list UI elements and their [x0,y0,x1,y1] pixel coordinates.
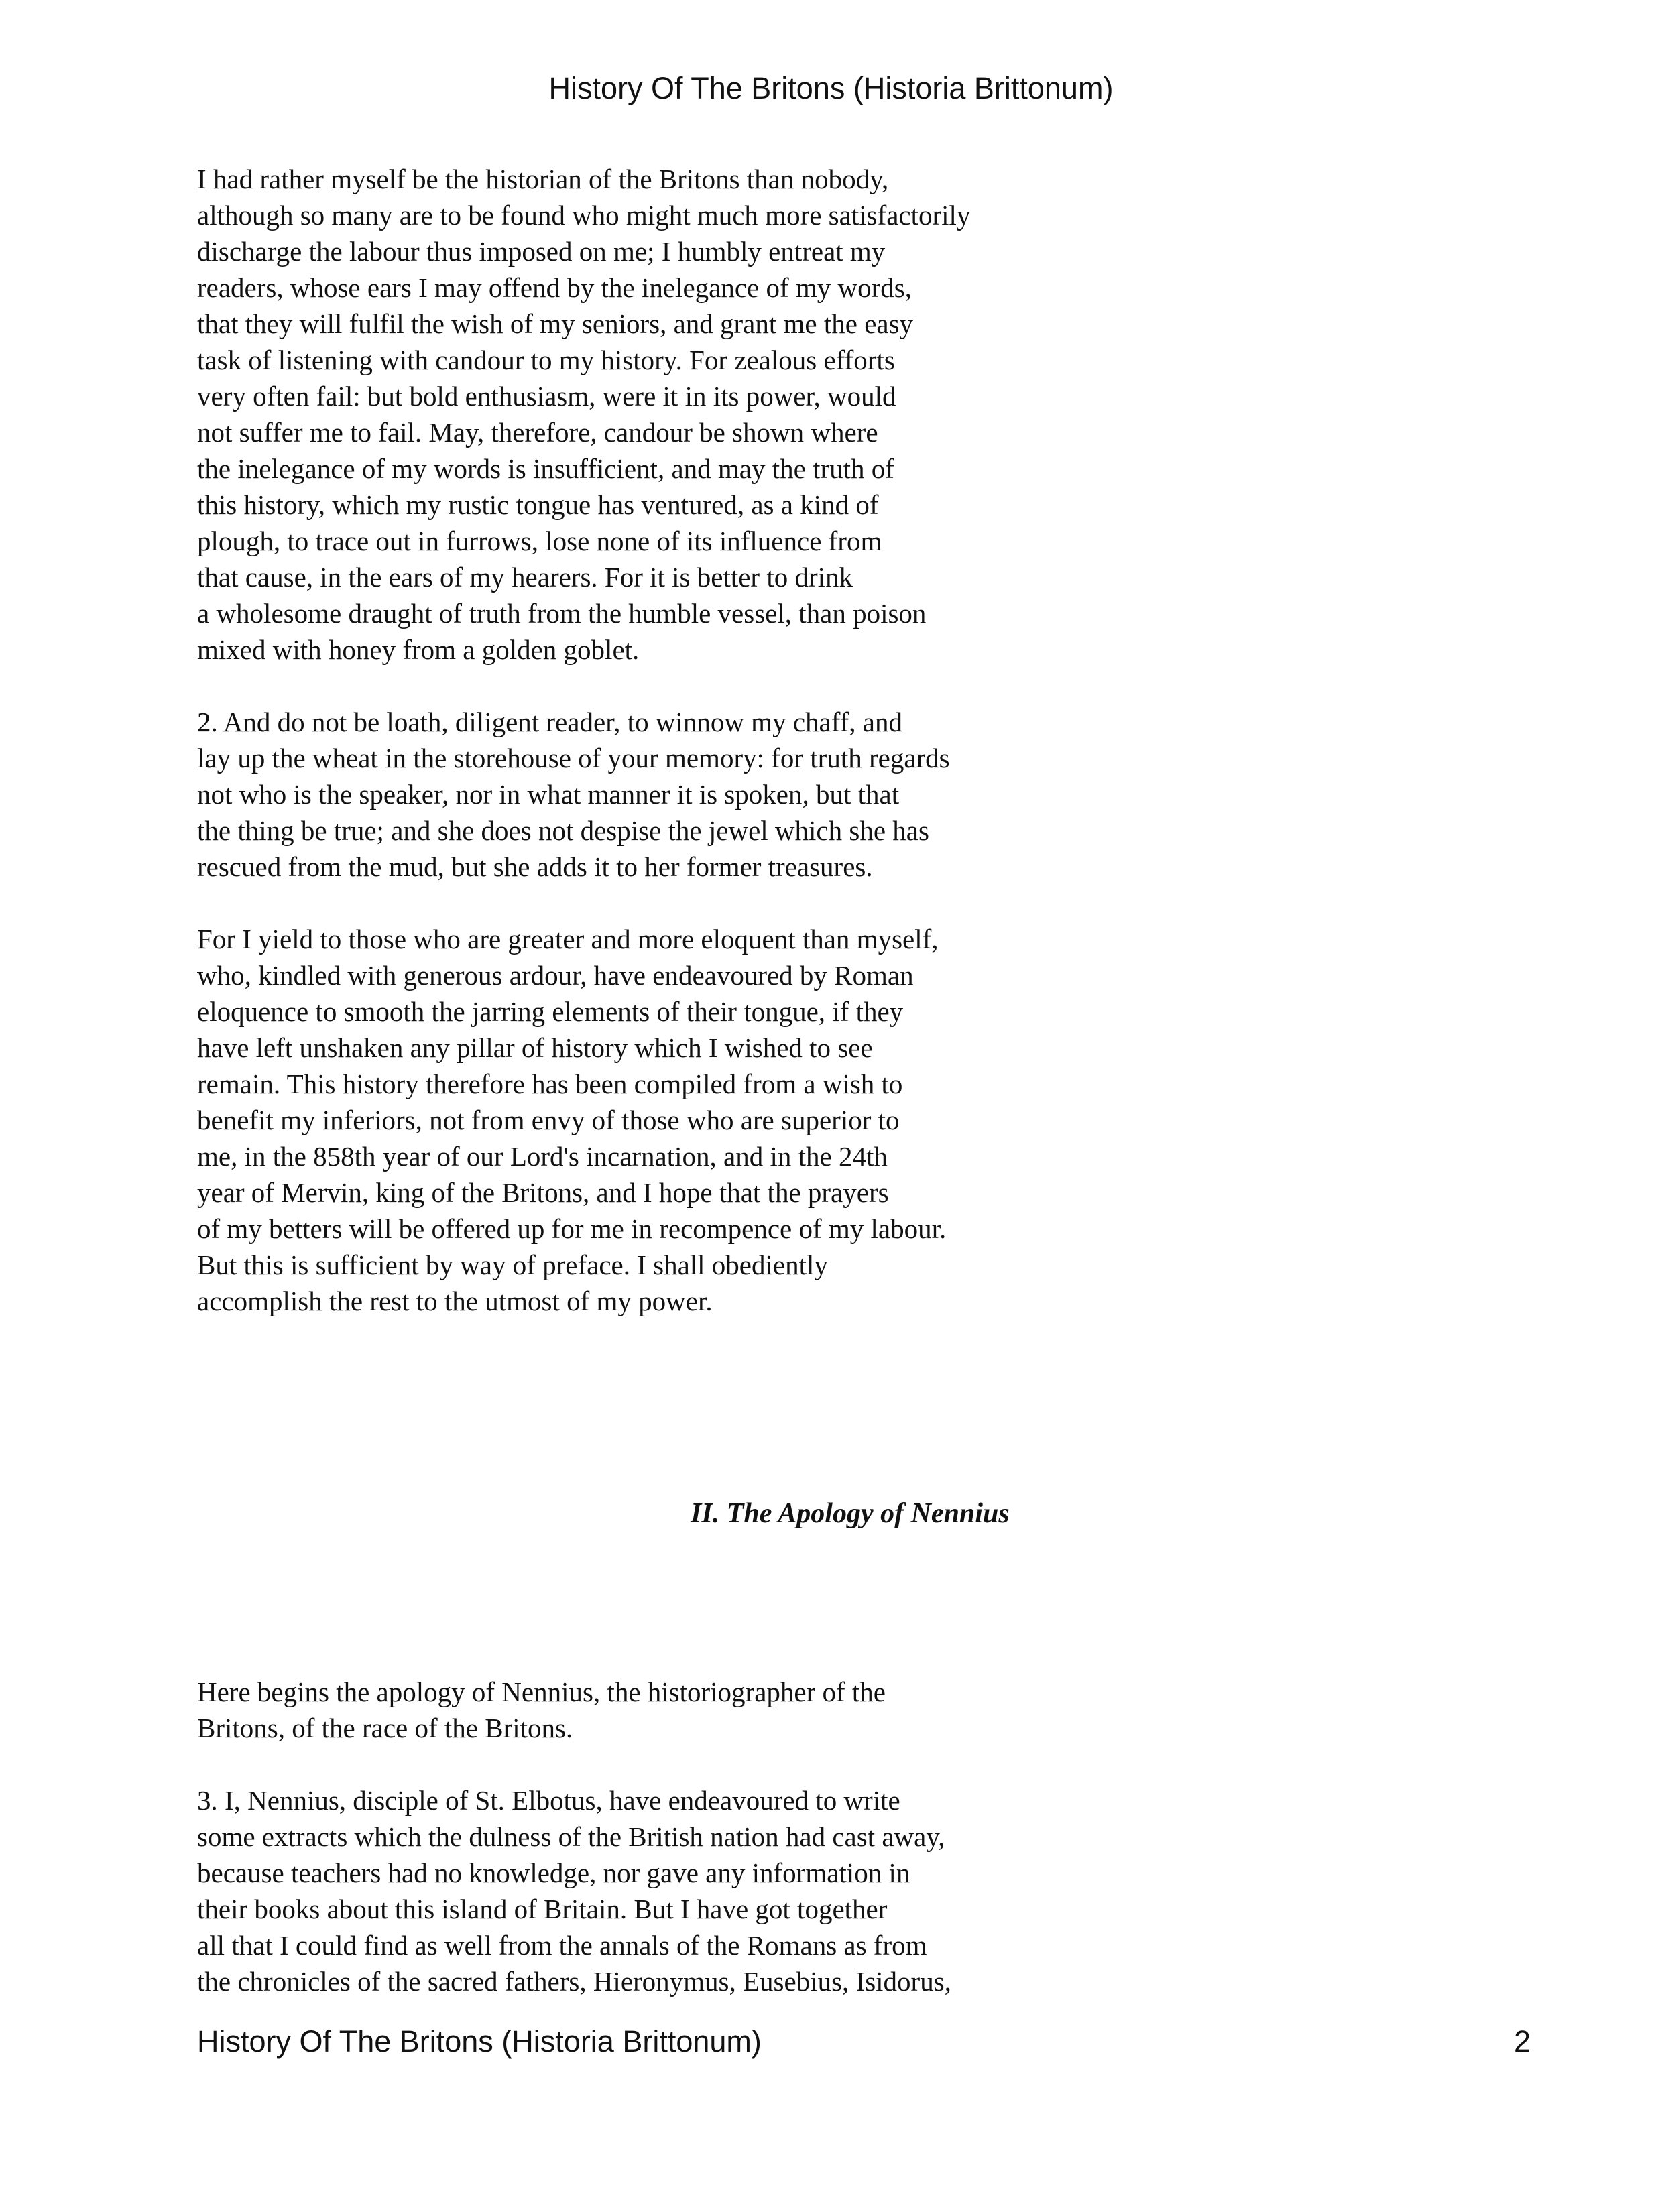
text-line: plough, to trace out in furrows, lose none of its influence from [197,526,882,556]
paragraph-preface-2 [197,704,1337,885]
text-line: me, in the 858th year of our Lord's incarnation, and in the 24th [197,1141,888,1172]
text-line: this history, which my rustic tongue has ventured, as a kind of [197,489,879,520]
text-line: all that I could find as well from the annals of the Romans as from [197,1930,927,1961]
text-line: discharge the labour thus imposed on me; I humbly entreat my [197,236,886,267]
text-line: lay up the wheat in the storehouse of your memory: for truth regards [197,743,950,774]
text-line: a wholesome draught of truth from the humble vessel, than poison [197,598,927,629]
text-line: the thing be true; and she does not despise the jewel which she has [197,815,929,846]
footer-title: History Of The Britons (Historia Brittonum) [197,2024,762,2059]
text-line: For I yield to those who are greater and more eloquent than myself, [197,924,939,955]
paragraph-preface-3 [197,921,1337,1319]
text-line: very often fail: but bold enthusiasm, were it in its power, would [197,381,896,412]
text-line: of my betters will be offered up for me in recompence of my labour. [197,1213,947,1244]
text-line: that they will fulfil the wish of my seniors, and grant me the easy [197,308,914,339]
text-line: the chronicles of the sacred fathers, Hieronymus, Eusebius, Isidorus, [197,1966,951,1997]
text-line: I had rather myself be the historian of the Britons than nobody, [197,164,889,194]
text-line: some extracts which the dulness of the British nation had cast away, [197,1821,945,1852]
text-line: have left unshaken any pillar of history which I wished to see [197,1032,873,1063]
paragraph-preface-1 [197,161,1337,668]
text-line: their books about this island of Britain. But I have got together [197,1894,888,1924]
text-line: year of Mervin, king of the Britons, and I hope that the prayers [197,1177,889,1208]
text-line: accomplish the rest to the utmost of my power. [197,1286,713,1316]
text-line: not who is the speaker, nor in what manner it is spoken, but that [197,779,900,810]
text-line: 2. And do not be loath, diligent reader, to winnow my chaff, and [197,706,902,737]
text-line: although so many are to be found who might much more satisfactorily [197,200,971,231]
text-line: who, kindled with generous ardour, have endeavoured by Roman [197,960,914,991]
text-line: Here begins the apology of Nennius, the historiographer of the [197,1676,886,1707]
text-line: rescued from the mud, but she adds it to her former treasures. [197,851,873,882]
text-line: task of listening with candour to my history. For zealous efforts [197,345,895,375]
text-line: not suffer me to fail. May, therefore, candour be shown where [197,417,878,448]
text-line: Britons, of the race of the Britons. [197,1713,573,1743]
running-header: History Of The Britons (Historia Brittonum) [548,71,1114,105]
text-line: remain. This history therefore has been compiled from a wish to [197,1068,903,1099]
text-line: the inelegance of my words is insufficient, and may the truth of [197,453,894,484]
text-line: readers, whose ears I may offend by the inelegance of my words, [197,272,912,303]
text-line: mixed with honey from a golden goblet. [197,634,640,665]
paragraph-apology-intro [197,1674,1337,1746]
section-heading: II. The Apology of Nennius [691,1498,1010,1529]
text-line: because teachers had no knowledge, nor gave any information in [197,1857,910,1888]
text-line: that cause, in the ears of my hearers. For it is better to drink [197,562,853,593]
text-line: benefit my inferiors, not from envy of those who are superior to [197,1105,900,1135]
page-number: 2 [1513,2024,1531,2059]
text-line: But this is sufficient by way of preface. I shall obediently [197,1249,828,1280]
text-line: 3. I, Nennius, disciple of St. Elbotus, have endeavoured to write [197,1785,900,1816]
paragraph-apology-3 [197,1782,1337,2000]
text-line: eloquence to smooth the jarring elements of their tongue, if they [197,996,904,1027]
